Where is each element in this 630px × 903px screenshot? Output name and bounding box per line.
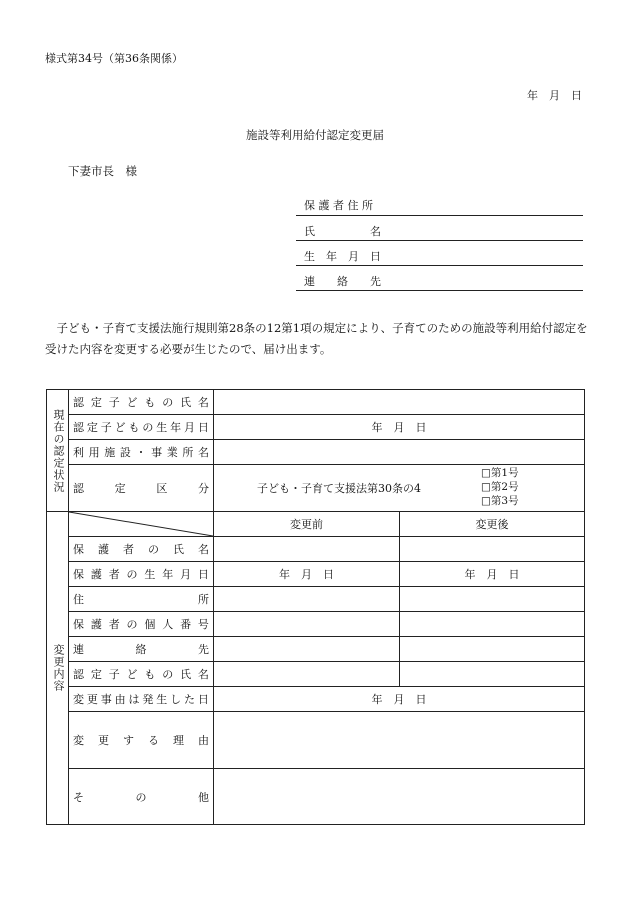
header-diagonal (69, 512, 213, 536)
category-option-3[interactable]: □第3号 (481, 495, 519, 507)
address-before-input[interactable] (214, 587, 399, 611)
change-reason-label: 変 更 す る 理 由 (73, 734, 209, 747)
column-before-header: 変更前 (290, 518, 323, 531)
child-name-before-input[interactable] (214, 662, 399, 686)
guardian-id-number-label: 保 護 者 の 個 人 番 号 (73, 618, 209, 631)
current-status-section-label: 現在の認定状況 (52, 408, 65, 493)
category-option-2[interactable]: □第2号 (481, 481, 519, 493)
applicant-name-line[interactable] (296, 240, 583, 241)
occurrence-date-label: 変 更 事 由 は 発 生 し た 日 (73, 693, 209, 706)
id-number-before-input[interactable] (214, 612, 399, 636)
address-label: 住 所 (73, 593, 209, 606)
current-facility-name-input[interactable] (214, 440, 584, 464)
category-option-1[interactable]: □第1号 (481, 467, 519, 479)
current-child-name-label: 認 定 子 ど も の 氏 名 (73, 396, 209, 409)
occurrence-date-value[interactable]: 年 月 日 (371, 693, 427, 706)
current-child-birthdate-label: 認 定 子 ど も の 生 年 月 日 (73, 421, 209, 434)
applicant-address-line[interactable] (296, 215, 583, 216)
column-after-header: 変更後 (475, 518, 509, 531)
applicant-contact-label: 連 絡 先 (304, 275, 381, 288)
other-label: そ の 他 (73, 790, 209, 804)
applicant-address-label: 保 護 者 住 所 (304, 199, 373, 212)
recipient: 下妻市長 様 (68, 164, 137, 178)
current-category-label: 認 定 区 分 (73, 482, 209, 495)
guardian-birthdate-label: 保 護 者 の 生 年 月 日 (73, 568, 209, 581)
applicant-contact-line[interactable] (296, 290, 583, 291)
change-reason-input[interactable] (214, 712, 584, 768)
guardian-name-after-input[interactable] (400, 537, 584, 561)
applicant-birthdate-line[interactable] (296, 265, 583, 266)
applicant-name-label: 氏 名 (304, 225, 381, 238)
contact-before-input[interactable] (214, 637, 399, 661)
current-facility-name-label: 利 用 施 設 ・ 事 業 所 名 (73, 446, 209, 459)
declaration-text: 子ども・子育て支援法施行規則第28条の12第1項の規定により、子育てのための施設等利用給付認定を受けた内容を変更する必要が生じたので、届け出ます。 (45, 321, 588, 356)
form-number: 様式第34号（第36条関係） (45, 52, 183, 65)
address-after-input[interactable] (400, 587, 584, 611)
child-name-after-input[interactable] (400, 662, 584, 686)
contact-after-input[interactable] (400, 637, 584, 661)
guardian-birthdate-after[interactable]: 年 月 日 (464, 568, 520, 581)
guardian-birthdate-before[interactable]: 年 月 日 (279, 568, 334, 581)
changed-child-name-label: 認 定 子 ど も の 氏 名 (73, 668, 209, 681)
current-child-name-input[interactable] (214, 390, 584, 414)
main-form-table (46, 389, 585, 825)
applicant-birthdate-label: 生 年 月 日 (304, 250, 381, 263)
id-number-after-input[interactable] (400, 612, 584, 636)
changes-section-label: 変更内容 (52, 644, 65, 692)
guardian-name-before-input[interactable] (214, 537, 399, 561)
other-input[interactable] (214, 769, 584, 824)
document-title: 施設等利用給付認定変更届 (246, 128, 384, 142)
contact-label: 連 絡 先 (73, 643, 209, 656)
category-legal-text: 子ども・子育て支援法第30条の4 (257, 482, 421, 495)
submission-date[interactable]: 年 月 日 (527, 89, 582, 102)
guardian-name-label: 保 護 者 の 氏 名 (73, 543, 209, 556)
category-options (481, 466, 519, 508)
current-child-birthdate-value[interactable]: 年 月 日 (371, 421, 427, 434)
